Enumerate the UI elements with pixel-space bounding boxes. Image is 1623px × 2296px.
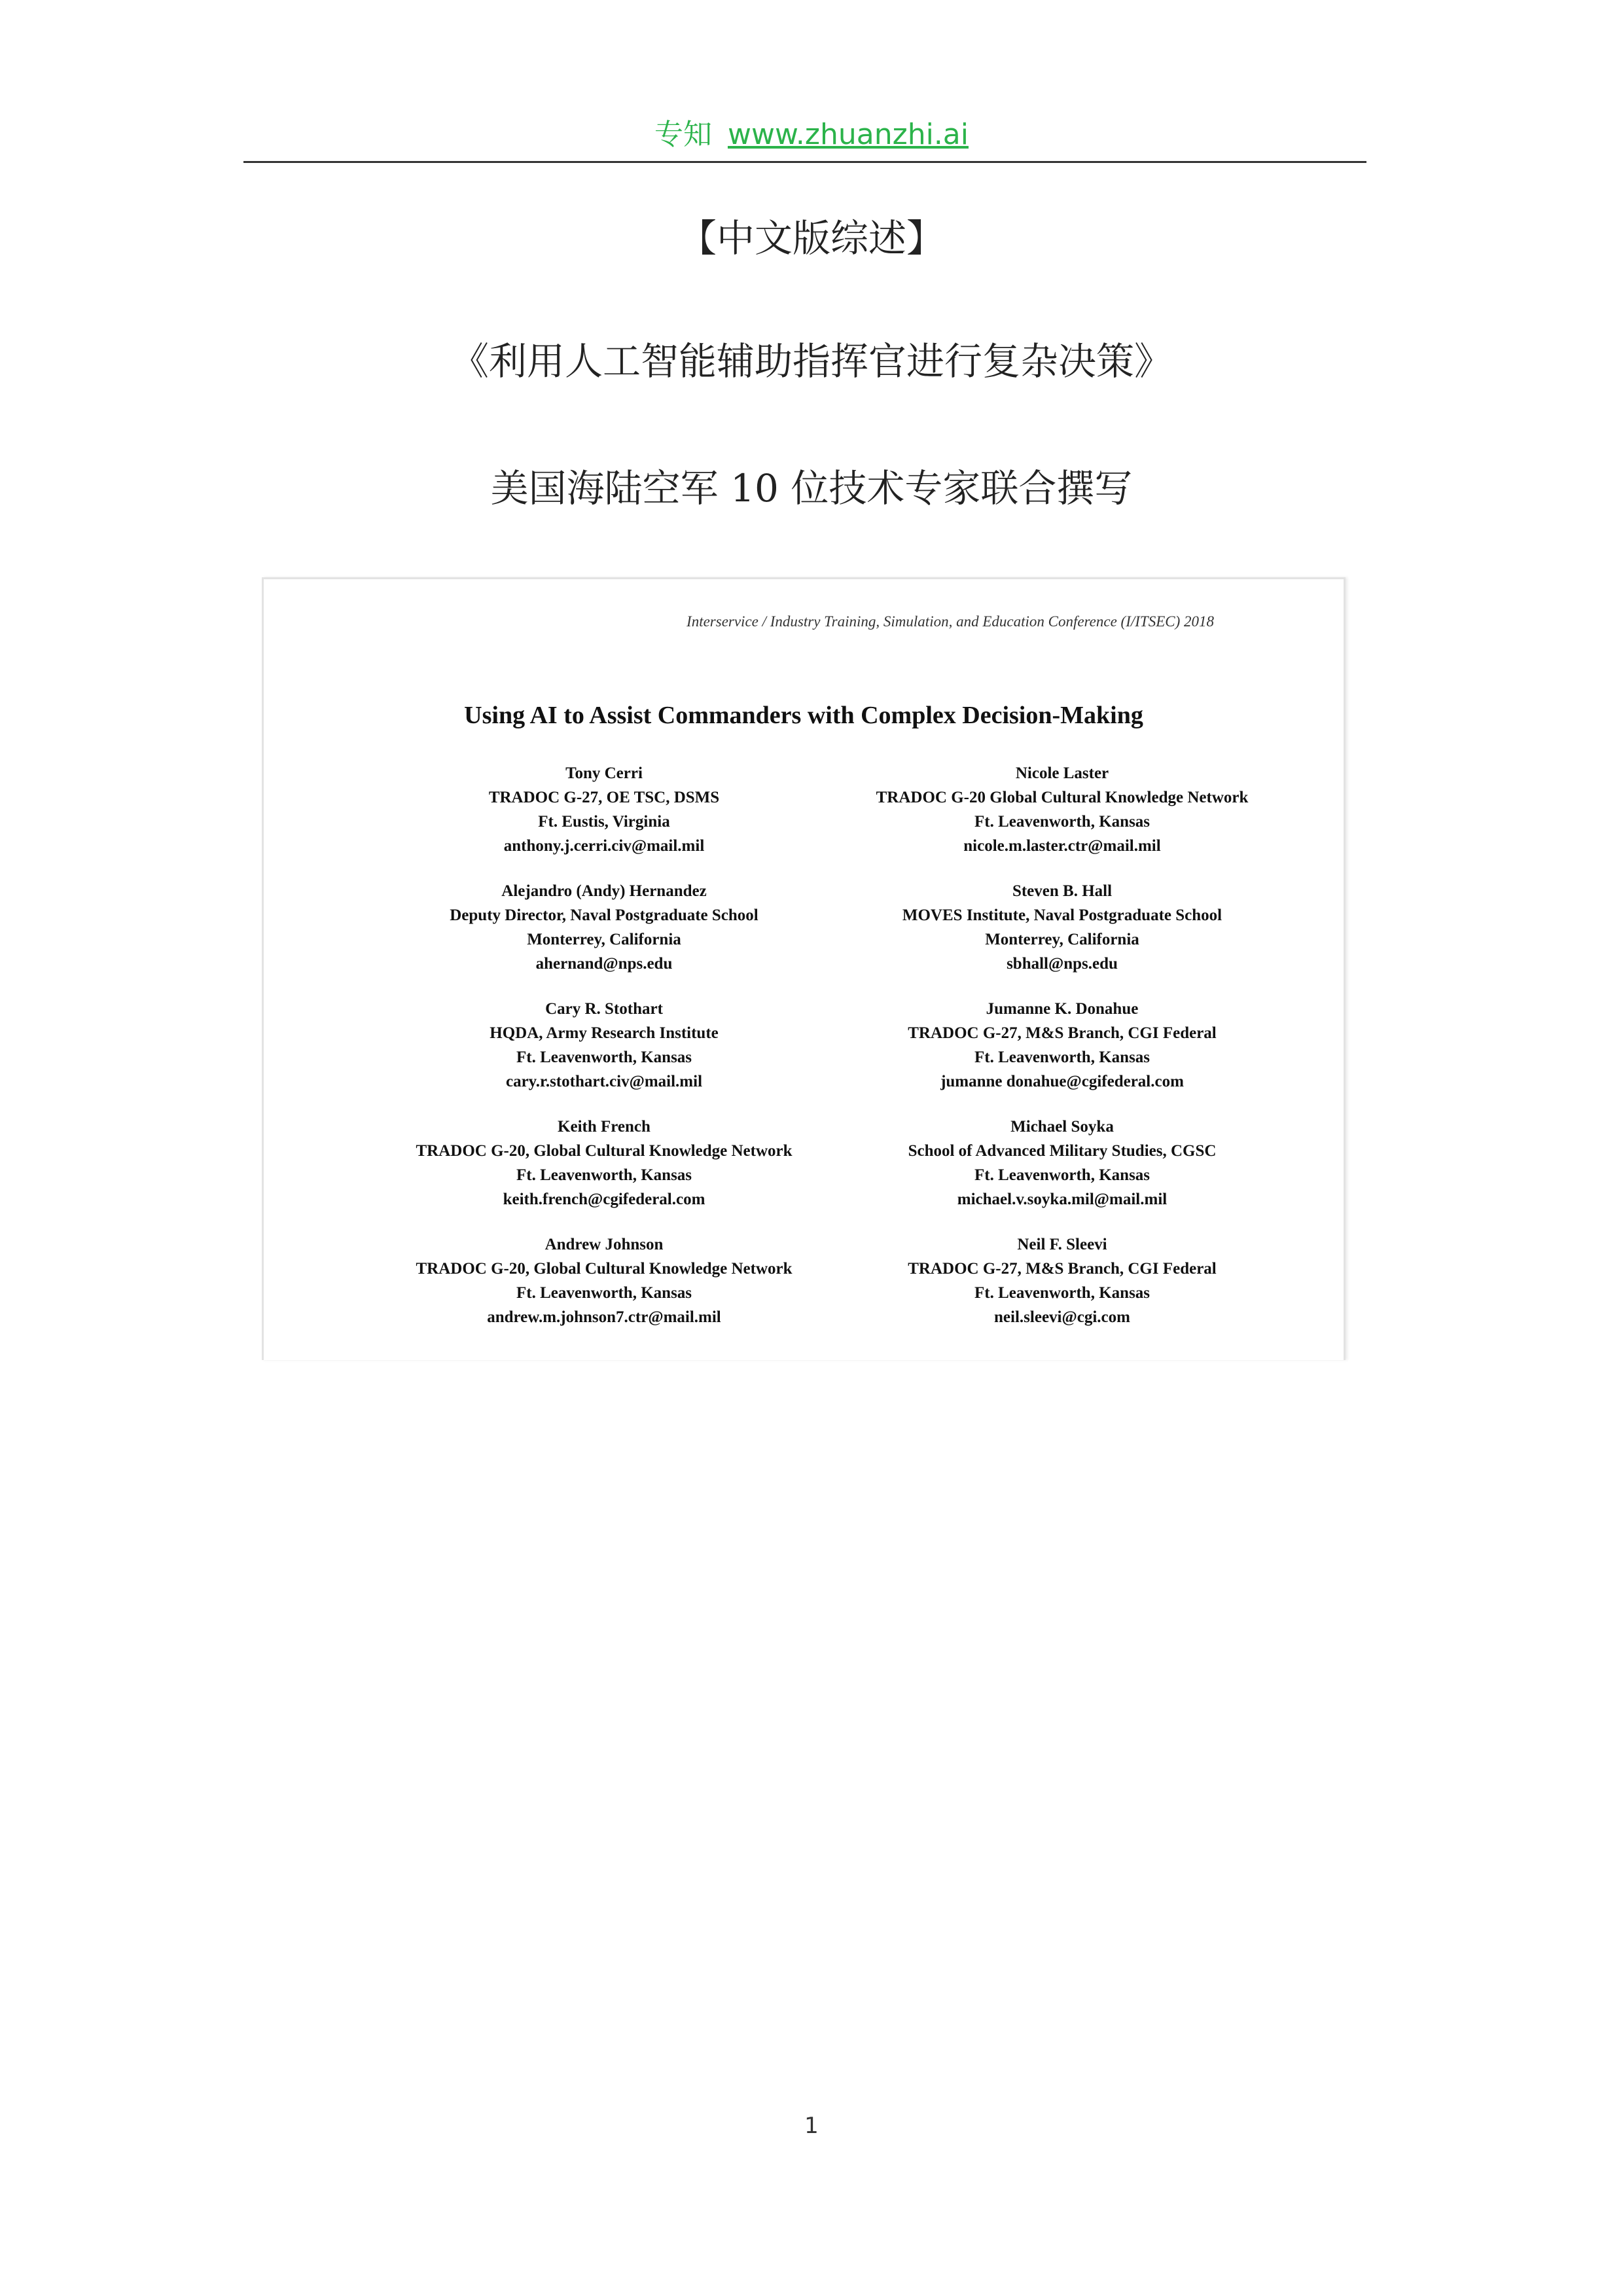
author-name: Michael Soyka [1010,1118,1114,1136]
author-block [355,761,853,858]
author-email: michael.v.soyka.mil@mail.mil [957,1191,1168,1208]
author-name: Alejandro (Andy) Hernandez [501,882,707,900]
author-block [813,1232,1311,1329]
author-email: jumanne donahue@cgifederal.com [940,1073,1184,1090]
author-email: neil.sleevi@cgi.com [994,1308,1130,1326]
author-email: nicole.m.laster.ctr@mail.mil [963,837,1161,855]
author-location: Monterrey, California [985,931,1139,948]
author-location: Ft. Leavenworth, Kansas [516,1049,692,1066]
author-location: Ft. Leavenworth, Kansas [974,813,1150,831]
author-block [355,1115,853,1211]
site-header [0,115,1623,154]
author-affiliation: School of Advanced Military Studies, CGSC [908,1142,1217,1160]
author-name: Nicole Laster [1015,764,1109,782]
author-email: anthony.j.cerri.civ@mail.mil [503,837,705,855]
author-affiliation: MOVES Institute, Naval Postgraduate School [902,906,1222,924]
author-location: Ft. Leavenworth, Kansas [516,1284,692,1302]
author-name: Tony Cerri [565,764,643,782]
author-email: cary.r.stothart.civ@mail.mil [505,1073,703,1090]
page-number: 1 [804,2113,819,2139]
author-block [355,879,853,976]
author-location: Ft. Leavenworth, Kansas [974,1284,1150,1302]
author-affiliation: TRADOC G-27, M&S Branch, CGI Federal [908,1024,1217,1042]
author-location: Ft. Leavenworth, Kansas [974,1049,1150,1066]
author-affiliation: TRADOC G-20 Global Cultural Knowledge Network [876,789,1249,806]
conference-header: Interservice / Industry Training, Simulation, and Education Conference (I/ITSEC) 2018 [687,613,1214,630]
author-affiliation: TRADOC G-20, Global Cultural Knowledge Network [416,1142,793,1160]
document-subtitle: 美国海陆空军 10 位技术专家联合撰写 [490,466,1133,511]
author-affiliation: Deputy Director, Naval Postgraduate School [450,906,758,924]
author-email: ahernand@nps.edu [535,955,673,973]
author-email: sbhall@nps.edu [1007,955,1118,973]
document-tag: 【中文版综述】 [678,216,944,260]
author-email: andrew.m.johnson7.ctr@mail.mil [487,1308,721,1326]
author-location: Monterrey, California [527,931,681,948]
paper-title: Using AI to Assist Commanders with Complex Decision-Making [464,702,1143,729]
brand-name: 专知 [654,118,712,151]
author-email: keith.french@cgifederal.com [503,1191,705,1208]
author-affiliation: HQDA, Army Research Institute [490,1024,719,1042]
paper-first-page-image [262,577,1346,1360]
author-block [813,997,1311,1094]
author-location: Ft. Eustis, Virginia [538,813,670,831]
author-name: Keith French [558,1118,651,1136]
author-name: Neil F. Sleevi [1017,1236,1107,1253]
author-block [355,997,853,1094]
author-location: Ft. Leavenworth, Kansas [516,1166,692,1184]
author-block [355,1232,853,1329]
author-name: Cary R. Stothart [545,1000,663,1018]
author-name: Jumanne K. Donahue [986,1000,1139,1018]
author-affiliation: TRADOC G-20, Global Cultural Knowledge Network [416,1260,793,1278]
author-name: Andrew Johnson [544,1236,664,1253]
header-divider [243,161,1366,163]
author-block [813,1115,1311,1211]
author-block [813,761,1311,858]
author-affiliation: TRADOC G-27, M&S Branch, CGI Federal [908,1260,1217,1278]
document-title: 《利用人工智能辅助指挥官进行复杂决策》 [450,339,1172,384]
author-affiliation: TRADOC G-27, OE TSC, DSMS [488,789,720,806]
site-url-link[interactable]: www.zhuanzhi.ai [727,118,969,151]
author-block [813,879,1311,976]
author-location: Ft. Leavenworth, Kansas [974,1166,1150,1184]
author-name: Steven B. Hall [1012,882,1113,900]
